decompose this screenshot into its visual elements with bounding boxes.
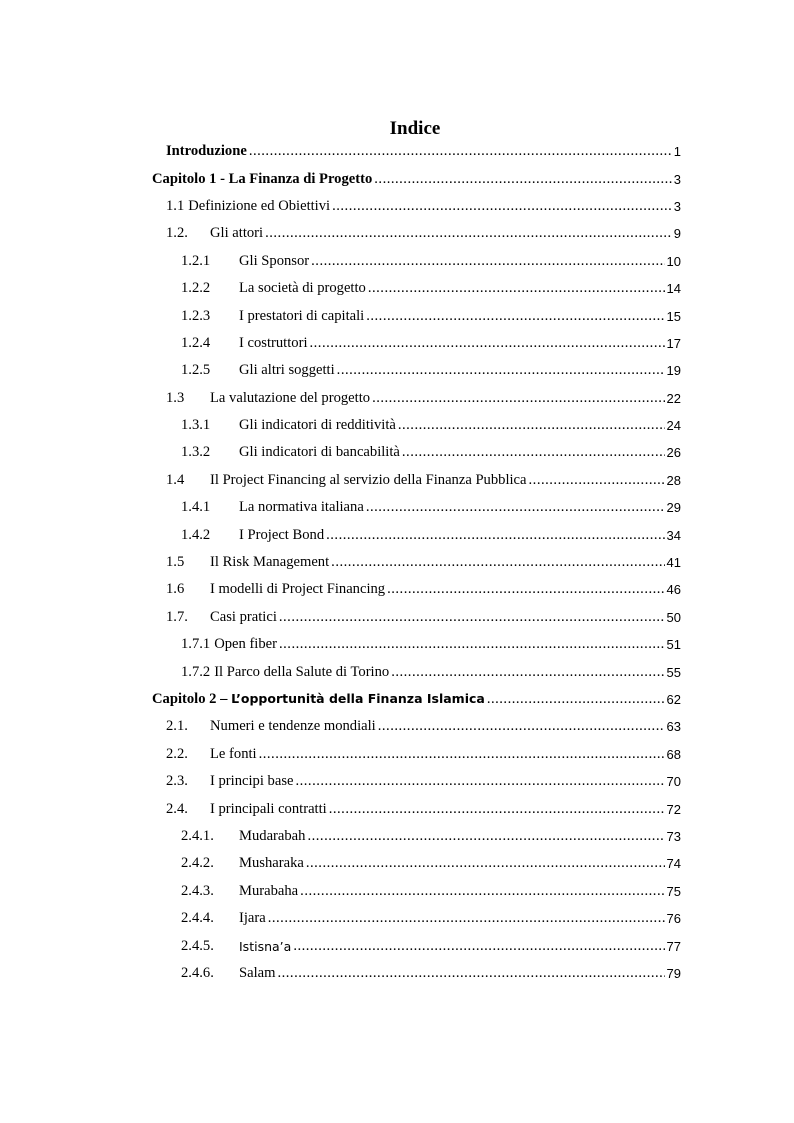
toc-entry-number: 1.4: [166, 471, 185, 488]
dot-leader: [391, 664, 664, 681]
dot-leader: [277, 965, 664, 982]
toc-entry-label: Ijara: [239, 910, 266, 927]
dot-leader: [249, 143, 672, 160]
toc-entry-page: 3: [673, 198, 681, 214]
toc-entry-label: Istisna’a: [239, 938, 292, 954]
dot-leader: [268, 910, 665, 927]
toc-entry-label: I principali contratti: [210, 800, 327, 817]
toc-entry-number: 1.1: [166, 197, 185, 214]
dot-leader: [366, 308, 664, 325]
toc-entry-1-1[interactable]: [0, 193, 794, 220]
toc-entry-number: 2.4.2.: [181, 855, 214, 872]
toc-entry-2-4[interactable]: [0, 795, 794, 822]
toc-entry-number: 2.4.: [166, 800, 188, 817]
toc-entry-page: 26: [666, 445, 681, 461]
dot-leader: [398, 417, 665, 434]
dot-leader: [372, 390, 664, 407]
toc-entry-label: La società di progetto: [239, 280, 366, 297]
page-title: Indice: [389, 118, 441, 139]
toc-entry-number: 2.4.1.: [181, 827, 214, 844]
dot-leader: [307, 828, 664, 845]
toc-entry-label: I Project Bond: [239, 526, 325, 543]
dot-leader: [366, 499, 665, 516]
toc-entry-page: 34: [666, 527, 681, 543]
toc-entry-1-2-5[interactable]: [0, 357, 794, 384]
toc-entry-number: 1.6: [166, 581, 185, 598]
dot-leader: [378, 718, 665, 735]
toc-entry-number: 1.4.1: [181, 499, 211, 516]
toc-entry-2-3[interactable]: [0, 768, 794, 795]
dot-leader: [529, 472, 665, 489]
toc-entry-label: Casi pratici: [210, 608, 277, 625]
toc-entry-page: 73: [666, 828, 681, 844]
toc-entry-1-7-1[interactable]: [0, 631, 794, 658]
toc-entry-page: 50: [666, 609, 681, 625]
toc-entry-label: Le fonti: [210, 745, 257, 762]
toc-entry-label: Il Risk Management: [210, 554, 330, 571]
toc-entry-2-4-6[interactable]: [0, 960, 794, 987]
toc-entry-2-1[interactable]: [0, 713, 794, 740]
dot-leader: [310, 335, 665, 352]
toc-entry-number: 2.2.: [166, 745, 188, 762]
dot-leader: [279, 636, 665, 653]
toc-entry-page: 70: [666, 774, 681, 790]
toc-entry-label: I costruttori: [239, 334, 308, 351]
toc-entry-1-7[interactable]: [0, 604, 794, 631]
toc-entry-2-4-4[interactable]: [0, 905, 794, 932]
table-of-contents: [0, 138, 794, 987]
toc-entry-page: 76: [666, 911, 681, 927]
toc-entry-label: Open fiber: [214, 636, 277, 653]
dot-leader: [329, 801, 665, 818]
toc-entry-label: I principi base: [210, 773, 294, 790]
toc-entry-number: 1.3.1: [181, 417, 211, 434]
toc-entry-1-3-1[interactable]: [0, 412, 794, 439]
dot-leader: [279, 609, 665, 626]
toc-entry-2-4-2[interactable]: [0, 850, 794, 877]
toc-entry-introduzione[interactable]: [0, 138, 794, 165]
toc-entry-page: 46: [666, 582, 681, 598]
toc-entry-1-4[interactable]: [0, 467, 794, 494]
toc-entry-label: La normativa italiana: [239, 499, 364, 516]
toc-entry-page: 74: [666, 856, 681, 872]
toc-entry-number: 2.4.3.: [181, 882, 214, 899]
toc-entry-number: 1.2.5: [181, 362, 211, 379]
toc-entry-label: Il Parco della Salute di Torino: [214, 663, 390, 680]
toc-entry-page: 29: [666, 500, 681, 516]
toc-entry-page: 75: [666, 883, 681, 899]
toc-entry-page: 62: [666, 692, 681, 707]
toc-entry-1-2-1[interactable]: [0, 248, 794, 275]
toc-entry-page: 1: [673, 144, 681, 160]
toc-entry-2-4-3[interactable]: [0, 878, 794, 905]
toc-entry-number: 2.1.: [166, 718, 188, 735]
toc-entry-page: 9: [673, 226, 681, 242]
toc-entry-number: 1.3.2: [181, 444, 211, 461]
dot-leader: [265, 225, 672, 242]
toc-entry-label: Mudarabah: [239, 827, 306, 844]
dot-leader: [387, 581, 664, 598]
toc-entry-number: 1.2.3: [181, 307, 211, 324]
dot-leader: [332, 198, 672, 215]
toc-entry-label-title: L’opportunità della Finanza Islamica: [231, 691, 485, 706]
toc-entry-page: 79: [666, 965, 681, 981]
toc-entry-label: Il Project Financing al servizio della Finanza Pubblica: [210, 471, 527, 488]
toc-entry-number: 1.7.: [166, 608, 188, 625]
toc-entry-1-3[interactable]: [0, 385, 794, 412]
toc-entry-page: 68: [666, 746, 681, 762]
toc-entry-number: 1.2.1: [181, 252, 211, 269]
toc-entry-1-2-4[interactable]: [0, 330, 794, 357]
dot-leader: [374, 171, 672, 188]
toc-entry-number: 2.3.: [166, 773, 188, 790]
toc-entry-page: 28: [666, 472, 681, 488]
dot-leader: [295, 773, 664, 790]
toc-entry-label: I modelli di Project Financing: [210, 581, 386, 598]
toc-entry-label: Murabaha: [239, 882, 299, 899]
toc-entry-1-2-2[interactable]: [0, 275, 794, 302]
toc-entry-page: 41: [666, 555, 681, 571]
toc-entry-page: 14: [666, 281, 681, 297]
toc-entry-1-2[interactable]: [0, 220, 794, 247]
dot-leader: [368, 280, 665, 297]
toc-entry-number: 1.3: [166, 389, 185, 406]
toc-entry-1-6[interactable]: [0, 576, 794, 603]
toc-entry-page: 17: [666, 335, 681, 351]
toc-entry-page: 72: [666, 801, 681, 817]
toc-entry-number: 1.2.: [166, 225, 188, 242]
toc-entry-1-7-2[interactable]: [0, 658, 794, 685]
toc-entry-page: 15: [666, 308, 681, 324]
toc-entry-number: 1.4.2: [181, 526, 211, 543]
dot-leader: [311, 253, 664, 270]
toc-entry-1-3-2[interactable]: [0, 439, 794, 466]
toc-entry-label: Gli indicatori di bancabilità: [239, 444, 400, 461]
toc-entry-number: 1.2.2: [181, 280, 211, 297]
toc-entry-label: La valutazione del progetto: [210, 389, 371, 406]
dot-leader: [337, 362, 665, 379]
toc-entry-page: 24: [666, 418, 681, 434]
toc-entry-2-4-5[interactable]: [0, 932, 794, 959]
toc-entry-label: Gli indicatori di redditività: [239, 417, 396, 434]
dot-leader: [402, 444, 665, 461]
toc-entry-number: 2.4.6.: [181, 964, 214, 981]
toc-entry-page: 3: [673, 171, 681, 187]
toc-entry-1-2-3[interactable]: [0, 302, 794, 329]
toc-entry-page: 10: [666, 253, 681, 269]
toc-entry-label: Gli altri soggetti: [239, 362, 335, 379]
toc-entry-number: 1.2.4: [181, 334, 211, 351]
toc-entry-2-4-1[interactable]: [0, 823, 794, 850]
toc-entry-page: 55: [666, 664, 681, 680]
dot-leader: [293, 938, 664, 955]
toc-entry-label: [152, 691, 485, 708]
toc-entry-label: Gli Sponsor: [239, 252, 310, 269]
toc-entry-1-4-2[interactable]: [0, 521, 794, 548]
toc-entry-page: 51: [666, 637, 681, 653]
toc-entry-label: I prestatori di capitali: [239, 307, 365, 324]
toc-entry-label: Numeri e tendenze mondiali: [210, 718, 376, 735]
dot-leader: [487, 691, 665, 708]
toc-entry-number: 1.7.1: [181, 636, 211, 653]
toc-entry-page: 19: [666, 363, 681, 379]
dot-leader: [326, 527, 664, 544]
toc-entry-number: 1.5: [166, 554, 185, 571]
dot-leader: [306, 855, 665, 872]
dot-leader: [300, 883, 664, 900]
toc-entry-label: Introduzione: [166, 143, 247, 160]
toc-entry-capitolo-1[interactable]: [0, 165, 794, 192]
toc-entry-number: 1.7.2: [181, 663, 211, 680]
toc-entry-1-5[interactable]: [0, 549, 794, 576]
toc-entry-page: 63: [666, 719, 681, 735]
toc-entry-label: Gli attori: [210, 225, 264, 242]
toc-entry-label-prefix: Capitolo 2 –: [152, 691, 232, 707]
toc-entry-1-4-1[interactable]: [0, 494, 794, 521]
toc-entry-label: Musharaka: [239, 855, 304, 872]
dot-leader: [331, 554, 664, 571]
toc-entry-capitolo-2[interactable]: [0, 686, 794, 713]
toc-entry-number: 2.4.5.: [181, 937, 214, 954]
dot-leader: [259, 746, 665, 763]
toc-entry-page: 77: [666, 938, 681, 954]
toc-entry-2-2[interactable]: [0, 741, 794, 768]
toc-entry-page: 22: [666, 390, 681, 406]
toc-entry-label: Salam: [239, 964, 276, 981]
toc-entry-number: 2.4.4.: [181, 910, 214, 927]
toc-entry-label: Definizione ed Obiettivi: [188, 197, 331, 214]
toc-entry-label: Capitolo 1 - La Finanza di Progetto: [152, 170, 373, 187]
